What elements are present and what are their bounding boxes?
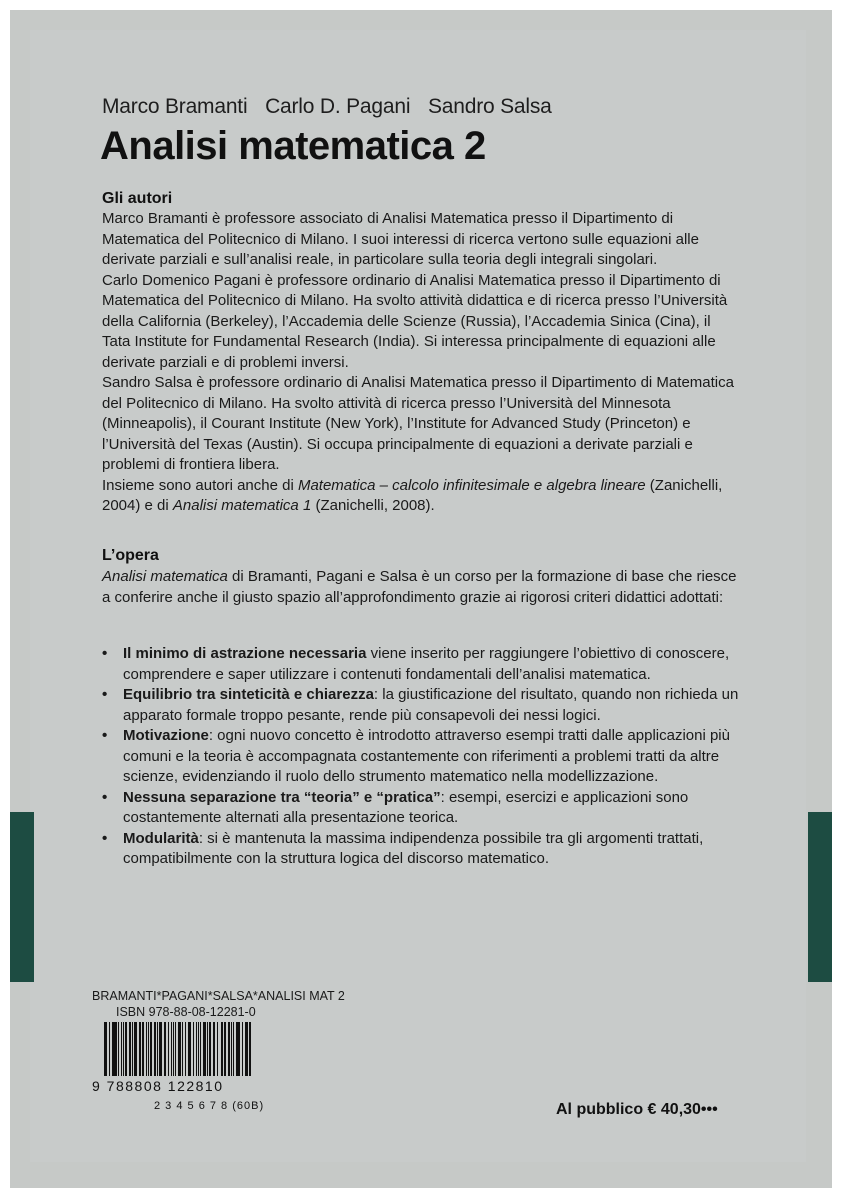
work-heading: L’opera [102, 547, 159, 564]
barcode-bar [239, 1022, 240, 1076]
barcode-bar [249, 1022, 251, 1076]
barcode-bar [224, 1022, 226, 1076]
spine-stripe-left [10, 812, 34, 982]
barcode-bar [178, 1022, 181, 1076]
list-item: • Modularità: si è mantenuta la massima indipendenza possibile tra gli argomenti trattati, compatibilmente con la struttura logica del discorso matematico. [102, 829, 704, 867]
bio-pagani: Carlo Domenico Pagani è professore ordinario di Analisi Matematica presso il Dipartimento di Matematica del Politecnico di Milano. Ha svolto attività didattica e di ricerca presso l’Università della California (Berkeley), l’Accademia delle Scienze (Russia), l’Accademia Sinica (Cina), il Tata Institute for Fundamental Research (India). Si interessa principalmente di equazioni alle derivate parziali e di problemi inversi. [102, 271, 728, 371]
author-name: Marco Bramanti [102, 95, 248, 118]
barcode-bar [173, 1022, 174, 1076]
barcode-bar [175, 1022, 176, 1076]
barcode-bar [165, 1022, 166, 1076]
barcode-bar [114, 1022, 117, 1076]
barcode-bar [203, 1022, 206, 1076]
bio-salsa: Sandro Salsa è professore ordinario di Analisi Matematica presso il Dipartimento di Matematica del Politecnico di Milano. Ha svolto attività di ricerca presso l’Università del Minnesota (Minneapolis), il Courant Institute (New York), l’Institute for Advanced Study (Princeton) e l’Università del Texas (Austin). Si occupa principalmente di equazioni a derivate parziali e problemi di frontiera libera. [102, 374, 734, 473]
barcode-bar [118, 1022, 119, 1076]
barcode-bar [123, 1022, 124, 1076]
author-name: Carlo D. Pagani [265, 95, 411, 118]
barcode-bar [142, 1022, 144, 1076]
list-item: • Motivazione: ogni nuovo concetto è introdotto attraverso esempi tratti dalle applicazioni più comuni e la teoria è accompagnata costantemente con riferimenti a problemi tratti da altre scienze, evidenziando il ruolo dello strumento matematico nella modellizzazione. [102, 727, 730, 785]
barcode-bar [222, 1022, 223, 1076]
other-works: Insieme sono autori anche di Matematica – calcolo infinitesimale e algebra lineare (Zanichelli, 2004) e di Analisi matematica 1 (Zanichelli, 2008). [102, 476, 723, 514]
barcode-digits: 9 788808 122810 [92, 1078, 224, 1094]
barcode [104, 1022, 254, 1076]
product-code: BRAMANTI*PAGANI*SALSA*ANALISI MAT 2 [92, 989, 345, 1003]
price-label: Al pubblico € 40,30••• [556, 1101, 718, 1118]
barcode-bar [217, 1022, 219, 1076]
barcode-bar [236, 1022, 239, 1076]
criteria-list [102, 644, 742, 870]
barcode-bar [140, 1022, 141, 1076]
barcode-bar [125, 1022, 127, 1076]
barcode-bar [207, 1022, 208, 1076]
barcode-bar [189, 1022, 191, 1076]
authors-bio [102, 209, 742, 517]
isbn-text: ISBN 978-88-08-12281-0 [116, 1005, 256, 1019]
barcode-bar [198, 1022, 199, 1076]
barcode-bar [159, 1022, 162, 1076]
barcode-bar [109, 1022, 110, 1076]
work-intro: Analisi matematica di Bramanti, Pagani e Salsa è un corso per la formazione di base che riesce a conferire anche il giusto spazio all’approfondimento grazie ai rigorosi criteri didattici adottati: [102, 568, 737, 606]
barcode-bar [168, 1022, 170, 1076]
barcode-bar [132, 1022, 133, 1076]
authors-heading: Gli autori [102, 190, 173, 207]
list-item: • Nessuna separazione tra “teoria” e “pratica”: esempi, esercizi e applicazioni sono costantemente alternati alla presentazione teorica. [102, 788, 689, 826]
barcode-bar [233, 1022, 234, 1076]
list-item: • Il minimo di astrazione necessaria viene inserito per raggiungere l’obiettivo di conoscere, comprendere e saper utilizzare i contenuti fondamentali dell’analisi matematica. [102, 645, 730, 683]
barcode-bar [182, 1022, 184, 1076]
barcode-bar [185, 1022, 186, 1076]
barcode-bar [106, 1022, 107, 1076]
barcode-bar [157, 1022, 158, 1076]
author-name: Sandro Salsa [427, 95, 552, 118]
book-title: Analisi matematica 2 [100, 124, 486, 168]
barcode-bar [214, 1022, 215, 1076]
bio-bramanti: Marco Bramanti è professore associato di Analisi Matematica presso il Dipartimento di Matematica del Politecnico di Milano. I suoi interessi di ricerca vertono sulle equazioni alle derivate parziali e sull’analisi reale, in particolare sulla teoria degli integrali singolari. [102, 210, 699, 268]
author-names [102, 95, 564, 119]
barcode-bar [231, 1022, 232, 1076]
barcode-bar [200, 1022, 201, 1076]
spine-stripe-right [808, 812, 832, 982]
barcode-bar [242, 1022, 243, 1076]
list-item: • Equilibrio tra sinteticità e chiarezza: la giustificazione del risultato, quando non richieda un apparato formale troppo pesante, rende più consapevoli dei nessi logici. [102, 686, 739, 724]
barcode-bar [193, 1022, 194, 1076]
addon-code: 2 3 4 5 6 7 8 (60B) [154, 1100, 265, 1112]
barcode-bar [150, 1022, 152, 1076]
barcode-bar [148, 1022, 149, 1076]
barcode-bar [247, 1022, 248, 1076]
barcode-bar [209, 1022, 211, 1076]
barcode-bar [134, 1022, 137, 1076]
